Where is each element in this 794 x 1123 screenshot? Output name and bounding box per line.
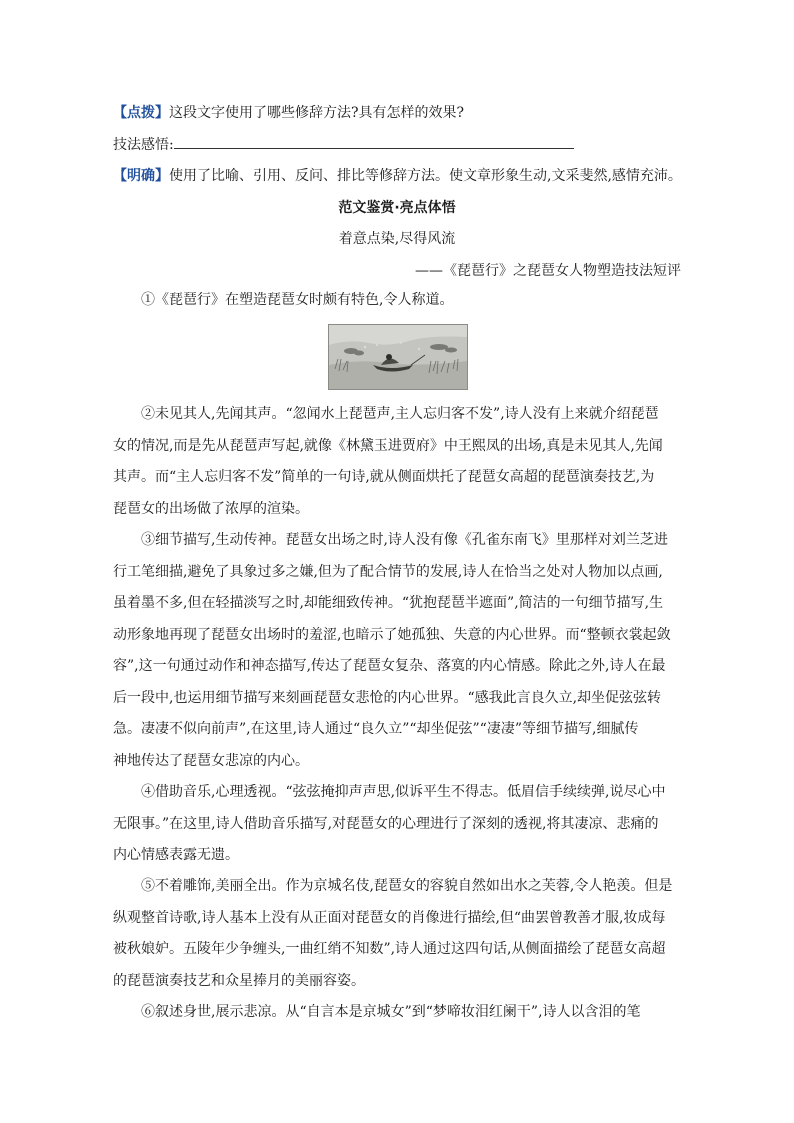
paragraph-line: 神地传达了琵琶女悲凉的内心。: [113, 752, 309, 769]
paragraph-line: 容”,这一句通过动作和神态描写,传达了琵琶女复杂、落寞的内心情感。除此之外,诗人在最: [113, 658, 666, 674]
hint-line: [113, 103, 681, 123]
paragraph-line: 被秋娘妒。五陵年少争缠头,一曲红绡不知数”,诗人通过这四句话,从侧面描绘了琵琶女高超: [113, 941, 666, 957]
paragraph-line: 行工笔细描,避免了具象过多之嫌,但为了配合情节的发展,诗人在恰当之处对人物加以点画,: [113, 563, 663, 580]
paragraph-line: ②未见其人,先闻其声。“忽闻水上琵琶声,主人忘归客不发”,诗人没有上来就介绍琵琶: [141, 406, 659, 422]
paragraph-line: ⑤不着雕饰,美丽全出。作为京城名伎,琵琶女的容貌自然如出水之芙蓉,令人艳羡。但是: [141, 878, 673, 894]
paragraph-line: ①《琵琶行》在塑造琵琶女时颇有特色,令人称道。: [141, 292, 454, 308]
technique-label: 技法感悟:: [113, 137, 174, 153]
paragraph-6: [113, 997, 681, 1029]
paragraph-3: [113, 525, 681, 777]
paragraph-line: ④借助音乐,心理透视。“弦弦掩抑声声思,似诉平生不得志。低眉信手续续弹,说尽心中: [141, 784, 666, 800]
section-subtitle: 着意点染,尽得风流: [338, 231, 456, 247]
paragraph-line: 女的情况,而是先从琵琶声写起,就像《林黛玉进贾府》中王熙凤的出场,真是未见其人,先闻: [113, 437, 663, 454]
paragraph-line: 急。凄凄不似向前声”,在这里,诗人通过“良久立”“却坐促弦”“凄凄”等细节描写,细腻传: [113, 721, 639, 737]
answer-tag: 【明确】: [113, 168, 169, 184]
section-byline: ——《琵琶行》之琵琶女人物塑造技法短评: [415, 263, 681, 279]
paragraph-line: 的琵琶演奏技艺和众星捧月的美丽容姿。: [113, 972, 365, 989]
hint-text: 这段文字使用了哪些修辞方法?具有怎样的效果?: [169, 105, 465, 121]
paragraph-line: ⑥叙述身世,展示悲凉。从“自言本是京城女”到“梦啼妆泪红阑干”,诗人以含泪的笔: [141, 1004, 641, 1020]
paragraph-1: [113, 285, 681, 317]
paragraph-4: [113, 777, 681, 872]
paragraph-2: [113, 399, 681, 525]
paragraph-5: [113, 871, 681, 997]
technique-line: [113, 135, 681, 155]
answer-text: 使用了比喻、引用、反问、排比等修辞方法。使文章形象生动,文采斐然,感情充沛。: [169, 168, 682, 184]
paragraph-line: 动形象地再现了琵琶女出场时的羞涩,也暗示了她孤独、失意的内心世界。而“整顿衣裳起敛: [113, 626, 671, 643]
section-title: 范文鉴赏·亮点体悟: [338, 200, 456, 216]
hint-tag: 【点拨】: [113, 105, 169, 121]
painting-illustration: [328, 324, 468, 390]
paragraph-line: 纵观整首诗歌,诗人基本上没有从正面对琵琶女的肖像进行描绘,但“曲罢曾教善才服,妆成每: [113, 909, 666, 926]
paragraph-line: 其声。而“主人忘归客不发”简单的一句诗,就从侧面烘托了琵琶女高超的琵琶演奏技艺,为: [113, 469, 655, 485]
technique-answer-blank[interactable]: [174, 135, 574, 149]
paragraph-line: 虽着墨不多,但在轻描淡写之时,却能细致传神。“犹抱琵琶半遮面”,简洁的一句细节描写,生: [113, 595, 664, 611]
paragraph-line: ③细节描写,生动传神。琵琶女出场之时,诗人没有像《孔雀东南飞》里那样对刘兰芝进: [141, 532, 668, 548]
paragraph-line: 内心情感表露无遗。: [113, 847, 239, 863]
paragraph-line: 无限事。”在这里,诗人借助音乐描写,对琵琶女的心理进行了深刻的透视,将其凄凉、悲痛的: [113, 815, 659, 832]
paragraph-line: 琵琶女的出场做了浓厚的渲染。: [113, 500, 309, 517]
paragraph-line: 后一段中,也运用细节描写来刻画琵琶女悲怆的内心世界。“感我此言良久立,却坐促弦弦转: [113, 689, 662, 706]
landscape-painting-icon: [329, 325, 467, 389]
answer-line: [113, 166, 681, 186]
